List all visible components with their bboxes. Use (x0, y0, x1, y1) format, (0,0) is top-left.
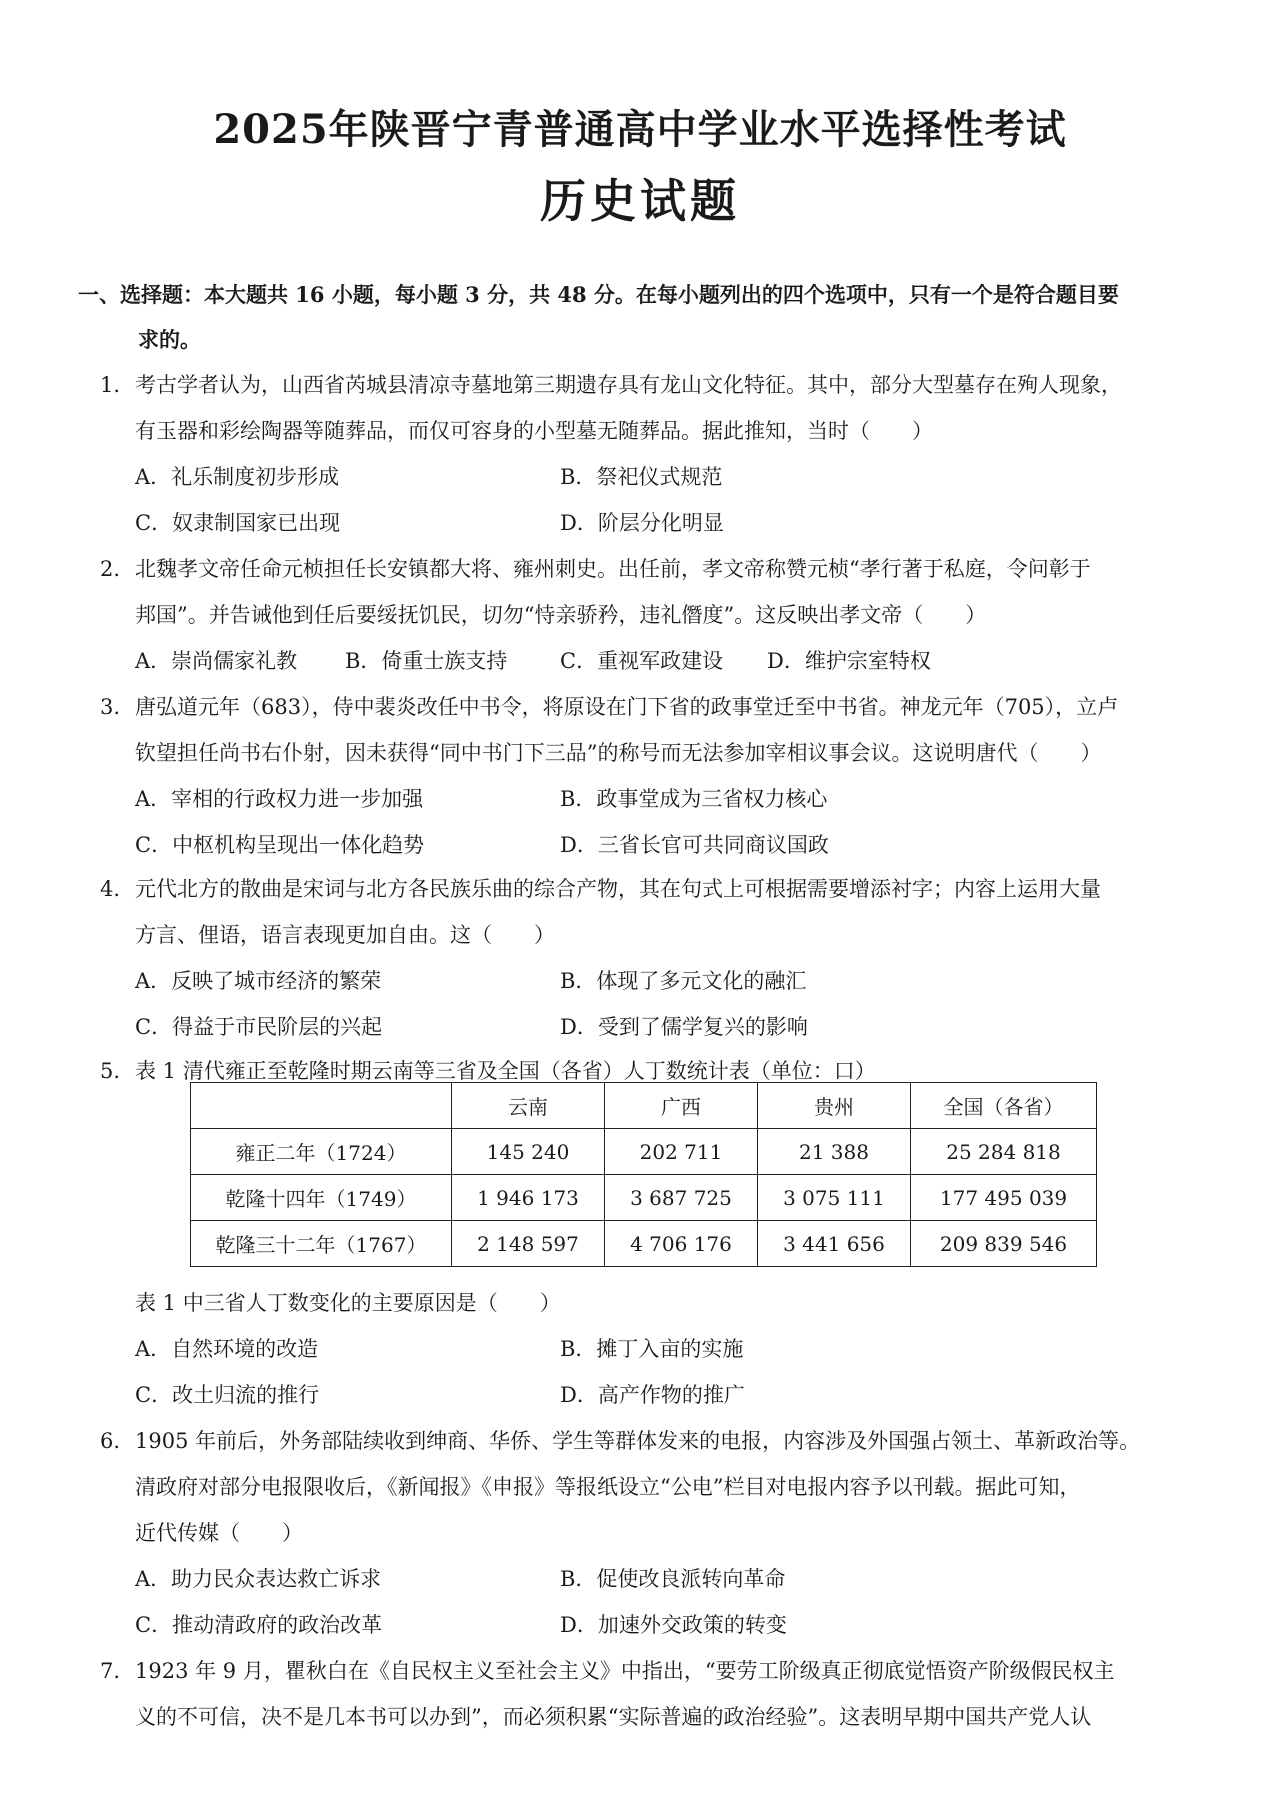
table-cell: 1 946 173 (452, 1175, 605, 1221)
table-caption: 表 1 清代雍正至乾隆时期云南等三省及全国（各省）人丁数统计表（单位：口） (135, 1059, 876, 1083)
option-a[interactable]: A．助力民众表达救亡诉求 (135, 1567, 382, 1591)
table-header-row (191, 1083, 1097, 1129)
option-d[interactable]: D．阶层分化明显 (560, 511, 724, 535)
option-d[interactable]: D．高产作物的推广 (560, 1383, 745, 1407)
option-a[interactable]: A．礼乐制度初步形成 (135, 465, 340, 489)
question-number: 1. (100, 373, 121, 397)
options-row (135, 1326, 1203, 1372)
question-number: 4. (100, 877, 121, 901)
question-text-line: 钦望担任尚书右仆射，因未获得“同中书门下三品”的称号而无法参加宰相议事会议。这说明唐代（ ） (135, 741, 1102, 765)
table-row (191, 1129, 1097, 1175)
table-cell: 乾隆十四年（1749） (191, 1175, 452, 1221)
question-text-line: 有玉器和彩绘陶器等随葬品，而仅可容身的小型墓无随葬品。据此推知，当时（ ） (135, 419, 933, 443)
exam-title: 2025年陕晋宁青普通高中学业水平选择性考试 (213, 106, 1067, 153)
option-c[interactable]: C．推动清政府的政治改革 (135, 1613, 383, 1637)
table-cell: 202 711 (605, 1129, 758, 1175)
options-row (135, 1602, 1203, 1648)
option-a[interactable]: A．反映了城市经济的繁荣 (135, 969, 382, 993)
table-header-cell: 广西 (605, 1083, 758, 1129)
question-7 (100, 1648, 1203, 1740)
section-line-2: 求的。 (138, 327, 201, 352)
option-b[interactable]: B．摊丁入亩的实施 (560, 1337, 744, 1361)
question-text-line: 义的不可信，决不是几本书可以办到”，而必须积累“实际普遍的政治经验”。这表明早期中国共产党人认 (135, 1705, 1092, 1729)
option-c[interactable]: C．得益于市民阶层的兴起 (135, 1015, 383, 1039)
table-cell: 2 148 597 (452, 1221, 605, 1267)
options-row (135, 1556, 1203, 1602)
options-row (135, 1004, 1203, 1050)
table-cell: 145 240 (452, 1129, 605, 1175)
table-cell: 4 706 176 (605, 1221, 758, 1267)
table-cell: 209 839 546 (911, 1221, 1097, 1267)
question-text-line: 方言、俚语，语言表现更加自由。这（ ） (135, 923, 555, 947)
question-text-line: 清政府对部分电报限收后，《新闻报》《申报》等报纸设立“公电”栏目对电报内容予以刊载。据此可知， (135, 1475, 1081, 1499)
option-a[interactable]: A．宰相的行政权力进一步加强 (135, 787, 424, 811)
question-text-line: 1905 年前后，外务部陆续收到绅商、华侨、学生等群体发来的电报，内容涉及外国强占领土、革新政治等。 (135, 1429, 1141, 1453)
option-b[interactable]: B．政事堂成为三省权力核心 (560, 787, 828, 811)
option-b[interactable]: B．倚重士族支持 (345, 649, 508, 673)
option-c[interactable]: C．重视军政建设 (560, 649, 724, 673)
option-b[interactable]: B．体现了多元文化的融汇 (560, 969, 807, 993)
question-text-line: 1923 年 9 月，瞿秋白在《自民权主义至社会主义》中指出，“要劳工阶级真正彻底觉悟资产阶级假民权主 (135, 1659, 1115, 1683)
option-d[interactable]: D．三省长官可共同商议国政 (560, 833, 829, 857)
question-text-line: 北魏孝文帝任命元桢担任长安镇都大将、雍州刺史。出任前，孝文帝称赞元桢“孝行著于私庭，令问彰于 (135, 557, 1091, 581)
question-3 (100, 684, 1203, 868)
option-b[interactable]: B．促使改良派转向革命 (560, 1567, 786, 1591)
options-row (135, 822, 1203, 868)
question-number: 6. (100, 1429, 121, 1453)
question-number: 7. (100, 1659, 121, 1683)
option-c[interactable]: C．中枢机构呈现出一体化趋势 (135, 833, 425, 857)
question-text-line: 唐弘道元年（683），侍中裴炎改任中书令，将原设在门下省的政事堂迁至中书省。神龙元年（705），立卢 (135, 695, 1119, 719)
option-c[interactable]: C．改土归流的推行 (135, 1383, 320, 1407)
question-1 (100, 362, 1203, 546)
options-row (135, 454, 1203, 500)
option-a[interactable]: A．自然环境的改造 (135, 1337, 319, 1361)
table-header-cell: 贵州 (758, 1083, 911, 1129)
section-instructions (78, 272, 1203, 362)
question-number: 2. (100, 557, 121, 581)
question-text-line: 考古学者认为，山西省芮城县清凉寺墓地第三期遗存具有龙山文化特征。其中，部分大型墓存在殉人现象， (135, 373, 1122, 397)
section-line-1: 一、选择题：本大题共 16 小题，每小题 3 分，共 48 分。在每小题列出的四个选项中，只有一个是符合题目要 (78, 282, 1119, 307)
question-6 (100, 1418, 1203, 1648)
table-cell: 25 284 818 (911, 1129, 1097, 1175)
option-b[interactable]: B．祭祀仪式规范 (560, 465, 723, 489)
options-row (135, 1372, 1203, 1418)
option-a[interactable]: A．崇尚儒家礼教 (135, 649, 298, 673)
option-d[interactable]: D．受到了儒学复兴的影响 (560, 1015, 808, 1039)
question-5-stem (100, 1280, 1203, 1418)
table-cell: 乾隆三十二年（1767） (191, 1221, 452, 1267)
question-number: 3. (100, 695, 121, 719)
options-row (135, 638, 1203, 684)
options-row (135, 500, 1203, 546)
question-4 (100, 866, 1203, 1050)
question-number: 5. (100, 1059, 121, 1083)
subject-title: 历史试题 (540, 174, 740, 228)
question-text-line: 邦国”。并告诫他到任后要绥抚饥民，切勿“恃亲骄矜，违礼僭度”。这反映出孝文帝（ ） (135, 603, 987, 627)
table-row (191, 1221, 1097, 1267)
table-cell: 3 075 111 (758, 1175, 911, 1221)
question-text-line: 表 1 中三省人丁数变化的主要原因是（ ） (135, 1291, 561, 1315)
table-cell: 3 441 656 (758, 1221, 911, 1267)
table-cell: 雍正二年（1724） (191, 1129, 452, 1175)
question-text-line: 元代北方的散曲是宋词与北方各民族乐曲的综合产物，其在句式上可根据需要增添衬字；内容上运用大量 (135, 877, 1101, 901)
option-c[interactable]: C．奴隶制国家已出现 (135, 511, 341, 535)
table-row (191, 1175, 1097, 1221)
population-table (190, 1082, 1097, 1267)
table-cell: 21 388 (758, 1129, 911, 1175)
option-d[interactable]: D．维护宗室特权 (767, 649, 931, 673)
question-text-line: 近代传媒（ ） (135, 1521, 303, 1545)
question-2 (100, 546, 1203, 684)
table-cell: 3 687 725 (605, 1175, 758, 1221)
options-row (135, 958, 1203, 1004)
table-header-cell: 云南 (452, 1083, 605, 1129)
options-row (135, 776, 1203, 822)
table-cell: 177 495 039 (911, 1175, 1097, 1221)
table-header-cell (191, 1083, 452, 1129)
option-d[interactable]: D．加速外交政策的转变 (560, 1613, 787, 1637)
table-header-cell: 全国（各省） (911, 1083, 1097, 1129)
